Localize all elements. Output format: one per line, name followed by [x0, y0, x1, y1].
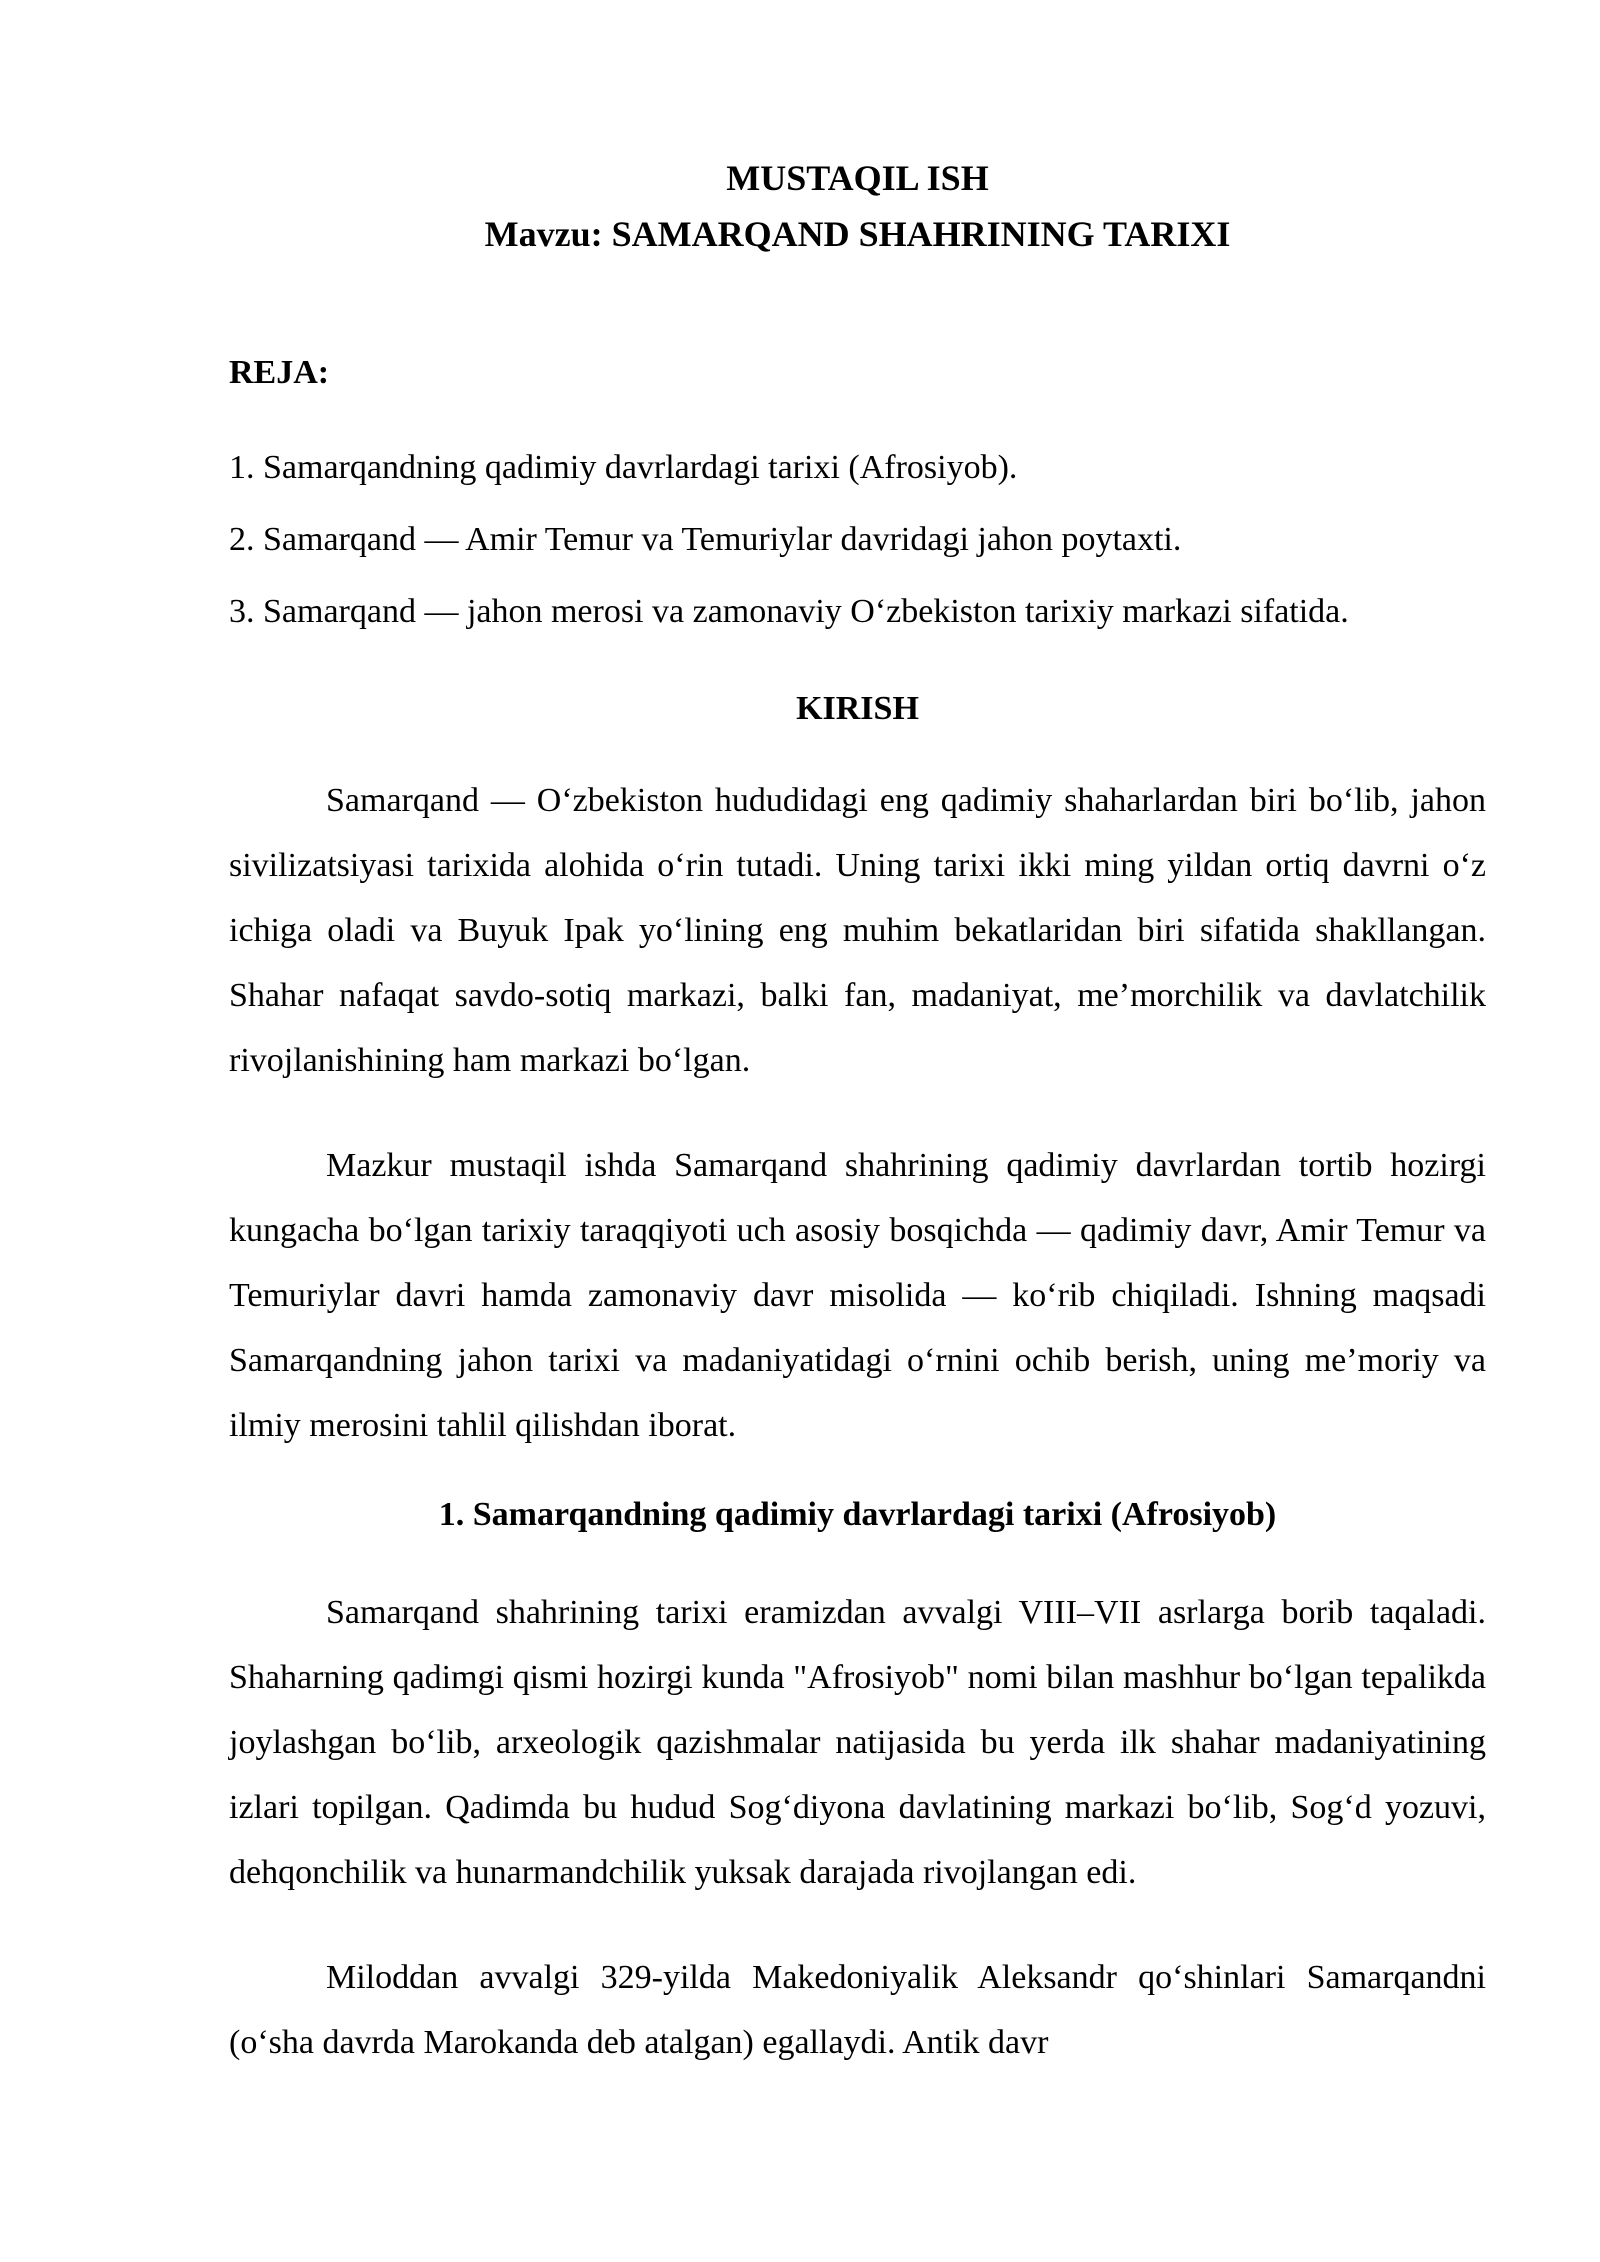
document-page: [229, 150, 1486, 2075]
introduction-paragraph-2: Mazkur mustaqil ishda Samarqand shahrining qadimiy davrlardan tortib hozirgi kungacha bo‘lgan tarixiy taraqqiyoti uch asosiy bosqichda — qadimiy davr, Amir Temur va Temuriylar davri hamda zamonaviy davr misolida — ko‘rib chiqiladi. Ishning maqsadi Samarqandning jahon tarixi va madaniyatidagi o‘rnini ochib berish, uning me’moriy va ilmiy merosini tahlil qilishdan iborat.: [229, 1147, 1486, 1444]
plan-list: [229, 432, 1486, 648]
document-subtitle: Mavzu: SAMARQAND SHAHRINING TARIXI: [484, 214, 1231, 254]
plan-item-2: 2. Samarqand — Amir Temur va Temuriylar davridagi jahon poytaxti.: [229, 521, 1182, 558]
plan-item-1: 1. Samarqandning qadimiy davrlardagi tarixi (Afrosiyob).: [229, 449, 1018, 486]
section-1-heading: 1. Samarqandning qadimiy davrlardagi tarixi (Afrosiyob): [438, 1496, 1277, 1533]
document-title: MUSTAQIL ISH: [726, 158, 989, 198]
section-1-paragraph-1: Samarqand shahrining tarixi eramizdan avvalgi VIII–VII asrlarga borib taqaladi. Shaharning qadimgi qismi hozirgi kunda "Afrosiyob" nomi bilan mashhur bo‘lgan tepalikda joylashgan bo‘lib, arxeologik qazishmalar natijasida bu yerda ilk shahar madaniyatining izlari topilgan. Qadimda bu hudud Sog‘diyona davlatining markazi bo‘lib, Sog‘d yozuvi, dehqonchilik va hunarmandchilik yuksak darajada rivojlangan edi.: [229, 1594, 1486, 1891]
introduction-paragraph-1: Samarqand — O‘zbekiston hududidagi eng qadimiy shaharlardan biri bo‘lib, jahon sivilizatsiyasi tarixida alohida o‘rin tutadi. Uning tarixi ikki ming yildan ortiq davrni o‘z ichiga oladi va Buyuk Ipak yo‘lining eng muhim bekatlaridan biri sifatida shakllangan. Shahar nafaqat savdo-sotiq markazi, balki fan, madaniyat, me’morchilik va davlatchilik rivojlanishining ham markazi bo‘lgan.: [229, 782, 1486, 1079]
introduction-heading: KIRISH: [796, 690, 919, 727]
plan-heading: REJA:: [229, 354, 330, 391]
section-1-paragraph-2: Miloddan avvalgi 329-yilda Makedoniyalik Aleksandr qo‘shinlari Samarqandni (o‘sha davrda Marokanda deb atalgan) egallaydi. Antik davr: [229, 1959, 1486, 2061]
plan-item-3: 3. Samarqand — jahon merosi va zamonaviy O‘zbekiston tarixiy markazi sifatida.: [229, 593, 1349, 630]
